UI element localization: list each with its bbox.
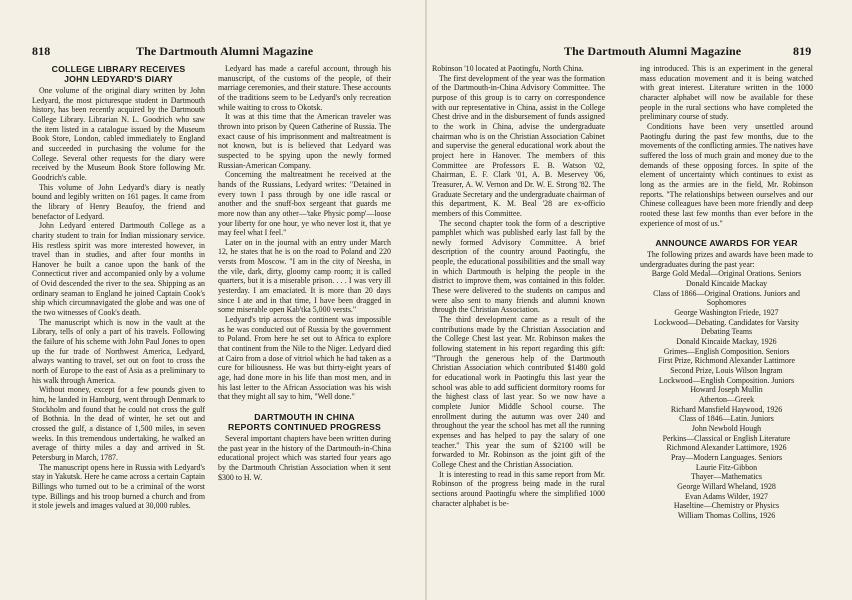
award-line: Donald Kincaide Mackay, 1926 bbox=[676, 337, 777, 347]
award-line: George Willard Wheland, 1928 bbox=[677, 481, 776, 491]
heading-line: REPORTS CONTINUED PROGRESS bbox=[228, 421, 381, 432]
paragraph: This volume of John Ledyard's diary is neatly bound and legibly written on 161 pages. It came from the library of Henry Beaufoy, the friend and benefactor of Ledyard. bbox=[32, 182, 205, 221]
article-heading bbox=[32, 64, 205, 84]
paragraph: It is interesting to read in this same report from Mr. Robinson of the progress being made in the rural sections around Paotingfu where the simplified 1000 character alphabet is be- bbox=[432, 469, 605, 508]
award-line: Evan Adams Wilder, 1927 bbox=[685, 491, 768, 501]
award-line: Thayer—Mathematics bbox=[691, 472, 762, 482]
paragraph: The first development of the year was the formation of the Dartmouth-in-China Advisory Committee. The purpose of this group is to carry on correspondence with our representative in China, assist in the College Chest drive and in the disbursement of funds assigned to the work in China, advise the undergraduate chairman who is on the Christian Association Cabinet and supervise the general educational work about the project here in Hanover. The members of this Committee are Professors E. B. Watson '02, Chairman, E. F. Clark '01, A. B. Meservey '06, Treasurer, A. W. Vernon and Dr. W. E. Strong '82. The Graduate Secretary and the undergraduate chairman of this department, K. M. Beal '28 are ex-officio members of this Committee. bbox=[432, 73, 605, 218]
right-column-2 bbox=[640, 64, 813, 596]
award-line: Grimes—English Composition. Seniors bbox=[663, 346, 790, 356]
paragraph: The third development came as a result of the contributions made by the Christian Association and the College Chest last year. Mr. Robinson makes the following statement in his report regarding this gift: "Through the generous help of the Dartmouth Christian Association which contributed $1480 gold for educational work in Paotingfu this last year the school was able to add sufficient dormitory rooms for the highest class of last year. So we now have a complete Junior Middle School course. The enrollment during the autumn was over 240 and throughout the year the school has met all the running expenses and has helped to pay the salary of one teacher." This year the sum of $2100 will be forwarded to Mr. Robinson as the joint gift of the College Chest and the Christian Association. bbox=[432, 315, 605, 469]
paragraph: Concerning the maltreatment he received at the hands of the Russians, Ledyard writes: "Detained in every town I pass through by one idle rascal or another and the snuff-box sergeant that guards me more now than any other—'take Physic pomp'—loose your liberty for one hour, ye who never lost it, that ye may feel what I feel." bbox=[218, 170, 391, 238]
paragraph: Without money, except for a few pounds given to him, he landed in Hamburg, went through Denmark to Stockholm and found that he could not cross the gulf of Bothnia. In the dead of winter, he set out and crossed the gulf, a distance of 1,500 miles, in seven weeks. In this tremendous undertaking, he walked an average of thirty miles a day and arrived in St. Petersburg in March, 1787. bbox=[32, 385, 205, 462]
award-line: Haseltine—Chemistry or Physics bbox=[673, 501, 780, 511]
award-line: Class of 1846—Latin. Juniors bbox=[679, 414, 774, 424]
heading-line: DARTMOUTH IN CHINA bbox=[254, 411, 355, 422]
paragraph: Ledyard's trip across the continent was impossible as he was conducted out of Russia by the government to Poland. From here he set out to Africa to explore that continent from the Nile to the Niger. Ledyard died at Cairo from a dose of vitriol which he had taken as a cure for biliousness. He was but thirty-eight years of age, had done more in his life than most men, and in his last letter to the African Association was his wish that they might all say to him, "Well done." bbox=[218, 315, 391, 402]
award-line: Barge Gold Medal—Original Orations. Seniors bbox=[651, 269, 802, 279]
award-line: Lockwood—Debating. Candidates for Varsity Debating Teams bbox=[654, 317, 799, 337]
award-line: Class of 1866—Original Orations. Juniors and Sophomores bbox=[653, 288, 800, 308]
page-number: 819 bbox=[793, 44, 812, 58]
award-line: John Newbold Hough bbox=[691, 423, 762, 433]
paragraph: It was at this time that the American traveler was thrown into prison by Queen Catherine of Russia. The exact cause of his imprisonment and maltreatment is not known, but is is believed that Ledyard was suspected to be spying upon the newly formed Russian-American Company. bbox=[218, 112, 391, 170]
paragraph: Later on in the journal with an entry under March 12, he states that he is on the road to Poland and 220 versts from Moscow. "I am in the city of Neesha, in the vile, dark, dirty, gloomy camp room; it is called quarters, but it is a miserable prison. . . . I was very ill yesterday. I am emaciated. It is more than 20 days since I ate and in that time, I have been dragged in some miserable open Kab'tka 5,000 versts." bbox=[218, 237, 391, 315]
award-line: Laurie Fitz-Gibbon bbox=[695, 462, 758, 472]
paragraph: The second chapter took the form of a descriptive pamphlet which was published early last fall by the newly formed Advisory Committee. A brief description of the country around Paotingfu, the people, the educational possibilities and the small way in which Dartmouth is helping the people in the district to improve them, was contained in this folder. These were delivered to the students on campus and were also sent to many friends and alumni known through the Christian Association. bbox=[432, 218, 605, 315]
award-line: Perkins—Classical or English Literature bbox=[662, 433, 791, 443]
article-heading bbox=[218, 412, 391, 432]
paragraph: Conditions have been very unsettled around Paotingfu during the past few months, due to the movements of the conflicting armies. The natives have suffered the loss of much grain and money due to the demands of these opposing forces. In spite of the element of uncertainty which continues to exist as long as the armies are in the field, Mr. Robinson reports. "The relationships between ourselves and our Chinese colleagues have been more friendly and deep rooted these last few months than ever before in the experience of most of us." bbox=[640, 121, 813, 228]
awards-intro: The following prizes and awards have been made to undergraduates during the past year: bbox=[640, 250, 813, 269]
award-line: George Washington Friede, 1927 bbox=[674, 308, 779, 318]
heading-line: COLLEGE LIBRARY RECEIVES bbox=[51, 64, 186, 74]
running-head: The Dartmouth Alumni Magazine bbox=[136, 44, 314, 58]
award-line: Richard Mansfield Haywood, 1926 bbox=[670, 404, 783, 414]
page-number: 818 bbox=[32, 44, 51, 58]
award-line: Howard Joseph Mullin bbox=[690, 385, 763, 395]
award-line: Richmond Alexander Lattimore, 1926 bbox=[666, 443, 787, 453]
award-line: Atherton—Greek bbox=[698, 395, 755, 404]
paragraph: Robinson '10 located at Paotingfu, North China. bbox=[432, 64, 584, 73]
award-line: Donald Kincaide Mackay bbox=[685, 279, 768, 289]
award-line: Pray—Modern Languages. Seniors bbox=[670, 452, 783, 462]
award-line: William Thomas Collins, 1926 bbox=[677, 510, 776, 520]
paragraph: Several important chapters have been written during the past year in the history of the Dartmouth-in-China educational project which was started four years ago by the Dartmouth Christian Association when it sent $300 to H. W. bbox=[218, 433, 391, 482]
left-column-2 bbox=[218, 64, 391, 596]
left-column-1 bbox=[32, 64, 205, 596]
heading-line: JOHN LEDYARD'S DIARY bbox=[64, 74, 173, 84]
paragraph: Ledyard has made a careful account, through his manuscript, of the customs of the people, of their marriage ceremonies, and their stature. These accounts of the traditions seem to be Ledyard's only recreation while waiting to cross to Okotsk. bbox=[218, 64, 391, 112]
paragraph: ing introduced. This is an experiment in the general mass education movement and it is being watched with great interest. Literature written in the 1000 character alphabet will now be available for these people in the rural sections who have completed the preliminary course of study. bbox=[640, 64, 813, 122]
award-line: First Prize, Richmond Alexander Lattimore bbox=[658, 356, 795, 366]
right-column-1 bbox=[432, 64, 605, 596]
right-page bbox=[426, 0, 852, 600]
paragraph: The manuscript opens here in Russia with Ledyard's stay in Yakutsk. Here he came across a certain Captain Billings who turned out to be a criminal of the worst type. Billings and his troop burned a church and from it stole jewels and images valued at 30,000 rubles. bbox=[32, 462, 205, 511]
running-head: The Dartmouth Alumni Magazine bbox=[564, 44, 742, 58]
article-heading: ANNOUNCE AWARDS FOR YEAR bbox=[655, 238, 798, 249]
award-line: Second Prize, Louis Wilson Ingram bbox=[670, 366, 783, 376]
award-line: Lockwood—English Composition. Juniors bbox=[658, 375, 795, 385]
paragraph: The manuscript which is now in the vault at the Library, tells of only a part of his travels. Following the failure of his scheme with John Paul Jones to open up the fur trade of Northwest America, Ledyard, always wanting to travel, set out on foot to cross the north of Europe to the east of Asia as a preliminary to his walk through America. bbox=[32, 317, 205, 385]
paragraph: John Ledyard entered Dartmouth College as a charity student to train for Indian missionary service. His restless spirit was more interested however, in travel than in studies, and after four months in Hanover he built a canoe upon the bank of the Connecticut river and accompanied only by a volume of Ovid descended the river to the sea. Shipping as an ordinary seaman to England he joined Captain Cook's ship which circumnavigated the globe and was one of the two witnesses of Cook's death. bbox=[32, 221, 205, 318]
paragraph: One volume of the original diary written by John Ledyard, the most picturesque student in Dartmouth history, has been recently acquired by the Dartmouth College Library. Librarian N. L. Goodrich who saw the item listed in a catalogue issued by the Museum Book Store, London, cabled immediately to England and succeeded in purchasing the volume for the College. Several other requests for the diary were received by the Museum Book Store following Mr. Goodrich's cable. bbox=[32, 86, 205, 182]
awards-list bbox=[640, 269, 813, 520]
